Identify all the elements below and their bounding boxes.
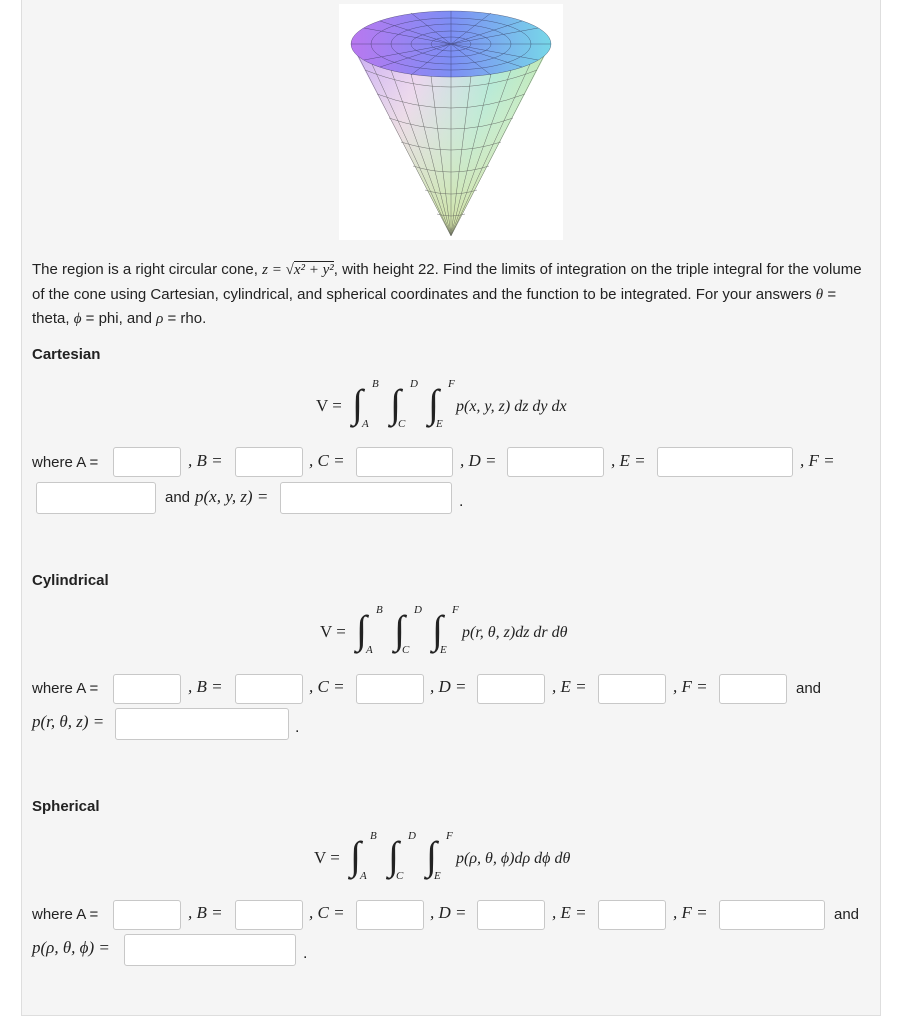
limit-lower-A: A [362, 418, 369, 430]
problem-statement: The region is a right circular cone, z = √x² + y², with height 22. Find the limits of integration on the triple integral for the volume of the cone using Cartesian, cylindrical, and spherical coordinates and the function to be integrated. For your answers θ = theta, ϕ = phi, and ρ = rho. [32, 261, 862, 327]
limit-upper-F: F [452, 604, 459, 616]
C-label: , C = [309, 677, 345, 696]
spherical-integral [314, 830, 634, 886]
integrand: p(r, θ, z)dz dr dθ [462, 624, 568, 641]
limit-upper-D: D [410, 378, 418, 390]
F-label: , F = [673, 903, 708, 922]
spherical-function-label: p(ρ, θ, ϕ) = [32, 938, 110, 957]
E-label: , E = [611, 451, 646, 470]
integral-sign-inner: ∫ [432, 607, 443, 652]
cylindrical-integral [320, 604, 620, 660]
limit-upper-B: B [370, 830, 377, 842]
and-label: and [834, 906, 860, 923]
integrand: p(ρ, θ, ϕ)dρ dϕ dθ [456, 850, 571, 867]
cartesian-E-input[interactable] [657, 447, 793, 477]
integral-sign-middle: ∫ [390, 381, 401, 426]
spherical-A-input[interactable] [113, 900, 181, 930]
and-label: and [165, 489, 191, 506]
integral-sign-inner: ∫ [426, 833, 437, 878]
cartesian-A-input[interactable] [113, 447, 181, 477]
integral-sign-outer: ∫ [352, 381, 363, 426]
period: . [295, 719, 300, 736]
cylindrical-D-input[interactable] [477, 674, 545, 704]
cylindrical-heading: Cylindrical [32, 572, 109, 589]
limit-upper-F: F [448, 378, 455, 390]
cylindrical-A-input[interactable] [113, 674, 181, 704]
cone-figure [339, 4, 563, 240]
E-label: , E = [552, 903, 587, 922]
limit-lower-C: C [402, 644, 410, 656]
D-label: , D = [430, 903, 467, 922]
volume-label: V = [314, 848, 340, 867]
integral-sign-middle: ∫ [388, 833, 399, 878]
limit-lower-A: A [366, 644, 373, 656]
sqrt-expression: x² + y² [293, 262, 334, 278]
cartesian-heading: Cartesian [32, 346, 101, 363]
cartesian-C-input[interactable] [356, 447, 453, 477]
limit-lower-C: C [398, 418, 406, 430]
where-A-label: where A = [32, 454, 99, 471]
integral-sign-outer: ∫ [356, 607, 367, 652]
volume-label: V = [320, 622, 346, 641]
limit-upper-B: B [372, 378, 379, 390]
cylindrical-C-input[interactable] [356, 674, 424, 704]
cylindrical-F-input[interactable] [719, 674, 787, 704]
spherical-B-input[interactable] [235, 900, 303, 930]
B-label: , B = [188, 903, 223, 922]
limit-upper-D: D [408, 830, 416, 842]
cartesian-F-input[interactable] [36, 482, 156, 514]
limit-lower-E: E [436, 418, 443, 430]
spherical-D-input[interactable] [477, 900, 545, 930]
and-label: and [796, 680, 822, 697]
C-label: , C = [309, 451, 345, 470]
limit-lower-E: E [434, 870, 441, 882]
cartesian-B-input[interactable] [235, 447, 303, 477]
cone-illustration [339, 4, 563, 240]
spherical-heading: Spherical [32, 798, 100, 815]
cartesian-integral [316, 380, 616, 436]
D-label: , D = [430, 677, 467, 696]
integral-sign-middle: ∫ [394, 607, 405, 652]
limit-upper-B: B [376, 604, 383, 616]
limit-upper-D: D [414, 604, 422, 616]
cylindrical-function-input[interactable] [115, 708, 289, 740]
integral-sign-inner: ∫ [428, 381, 439, 426]
where-A-label: where A = [32, 680, 99, 697]
D-label: , D = [460, 451, 497, 470]
z-equation: z = [262, 262, 286, 278]
cylindrical-E-input[interactable] [598, 674, 666, 704]
B-label: , B = [188, 451, 223, 470]
spherical-C-input[interactable] [356, 900, 424, 930]
limit-lower-C: C [396, 870, 404, 882]
sqrt-symbol: √ [285, 262, 294, 278]
cylindrical-B-input[interactable] [235, 674, 303, 704]
volume-label: V = [316, 396, 342, 415]
where-A-label: where A = [32, 906, 99, 923]
integrand: p(x, y, z) dz dy dx [456, 398, 567, 415]
E-label: , E = [552, 677, 587, 696]
cartesian-function-input[interactable] [280, 482, 452, 514]
period: . [459, 493, 464, 510]
limit-upper-F: F [446, 830, 453, 842]
F-label: , F = [800, 451, 835, 470]
cartesian-function-label: p(x, y, z) = [195, 487, 269, 506]
spherical-F-input[interactable] [719, 900, 825, 930]
cylindrical-function-label: p(r, θ, z) = [32, 712, 105, 731]
B-label: , B = [188, 677, 223, 696]
C-label: , C = [309, 903, 345, 922]
period: . [303, 945, 308, 962]
F-label: , F = [673, 677, 708, 696]
spherical-E-input[interactable] [598, 900, 666, 930]
spherical-function-input[interactable] [124, 934, 296, 966]
limit-lower-A: A [360, 870, 367, 882]
limit-lower-E: E [440, 644, 447, 656]
integral-sign-outer: ∫ [350, 833, 361, 878]
cartesian-D-input[interactable] [507, 447, 604, 477]
